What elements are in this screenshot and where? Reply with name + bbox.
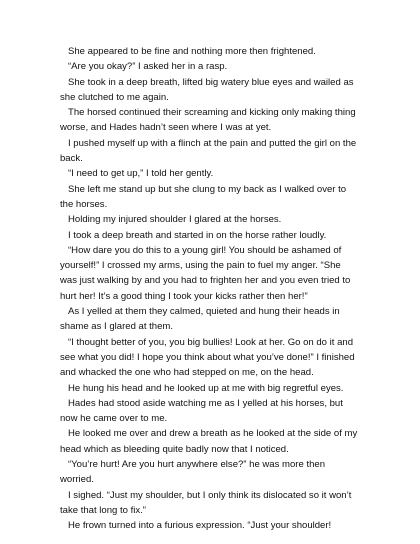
paragraph: She took in a deep breath, lifted big watery blue eyes and wailed as she clutched to me again.	[60, 76, 354, 103]
paragraph: He looked me over and drew a breath as he looked at the side of my head which as bleeding quite badly now that I noticed.	[60, 428, 358, 455]
paragraph: She appeared to be fine and nothing more then frightened.	[68, 46, 316, 57]
paragraph: “I thought better of you, you big bullies! Look at her. Go on do it and see what you did! I hope you think about what you’ve done!” I finished and whacked the one who had stepped on me, on the head.	[60, 336, 355, 379]
paragraph: He frown turned into a furious expression. “Just your shoulder!	[68, 520, 332, 532]
paragraph: “How dare you do this to a young girl! You should be ashamed of yourself!” I crossed my arms, using the pain to fuel my anger. “She was just walking by and you had to frighten her and you even tried to hurt her! It’s a good thing I took your kicks rather then her!”	[60, 244, 351, 302]
paragraph: I pushed myself up with a flinch at the pain and putted the girl on the back.	[60, 137, 357, 165]
paragraph: “Are you okay?” I asked her in a rasp.	[68, 61, 228, 73]
paragraph: She left me stand up but she clung to my back as I walked over to the horses.	[60, 183, 347, 210]
paragraph: Hades had stood aside watching me as I yelled at his horses, but now he came over to me.	[60, 397, 343, 425]
paragraph: “You’re hurt! Are you hurt anywhere else?” he was more then worried.	[60, 459, 326, 486]
paragraph: As I yelled at them they calmed, quieted and hung their heads in shame as I glared at them.	[60, 306, 340, 333]
paragraph: Holding my injured shoulder I glared at the horses.	[68, 214, 282, 226]
paragraph: He hung his head and he looked up at me with big regretful eyes.	[68, 382, 344, 394]
paragraph: The horsed continued their screaming and kicking only making thing worse, and Hades hadn’t seen where I was at yet.	[60, 107, 356, 134]
paragraph: “I need to get up,” I told her gently.	[68, 168, 214, 180]
paragraph: I took a deep breath and started in on the horse rather loudly.	[68, 229, 327, 241]
paragraph: I sighed. “Just my shoulder, but I only think its dislocated so it won’t take that long to fix.”	[60, 489, 352, 516]
page-text	[60, 44, 360, 534]
